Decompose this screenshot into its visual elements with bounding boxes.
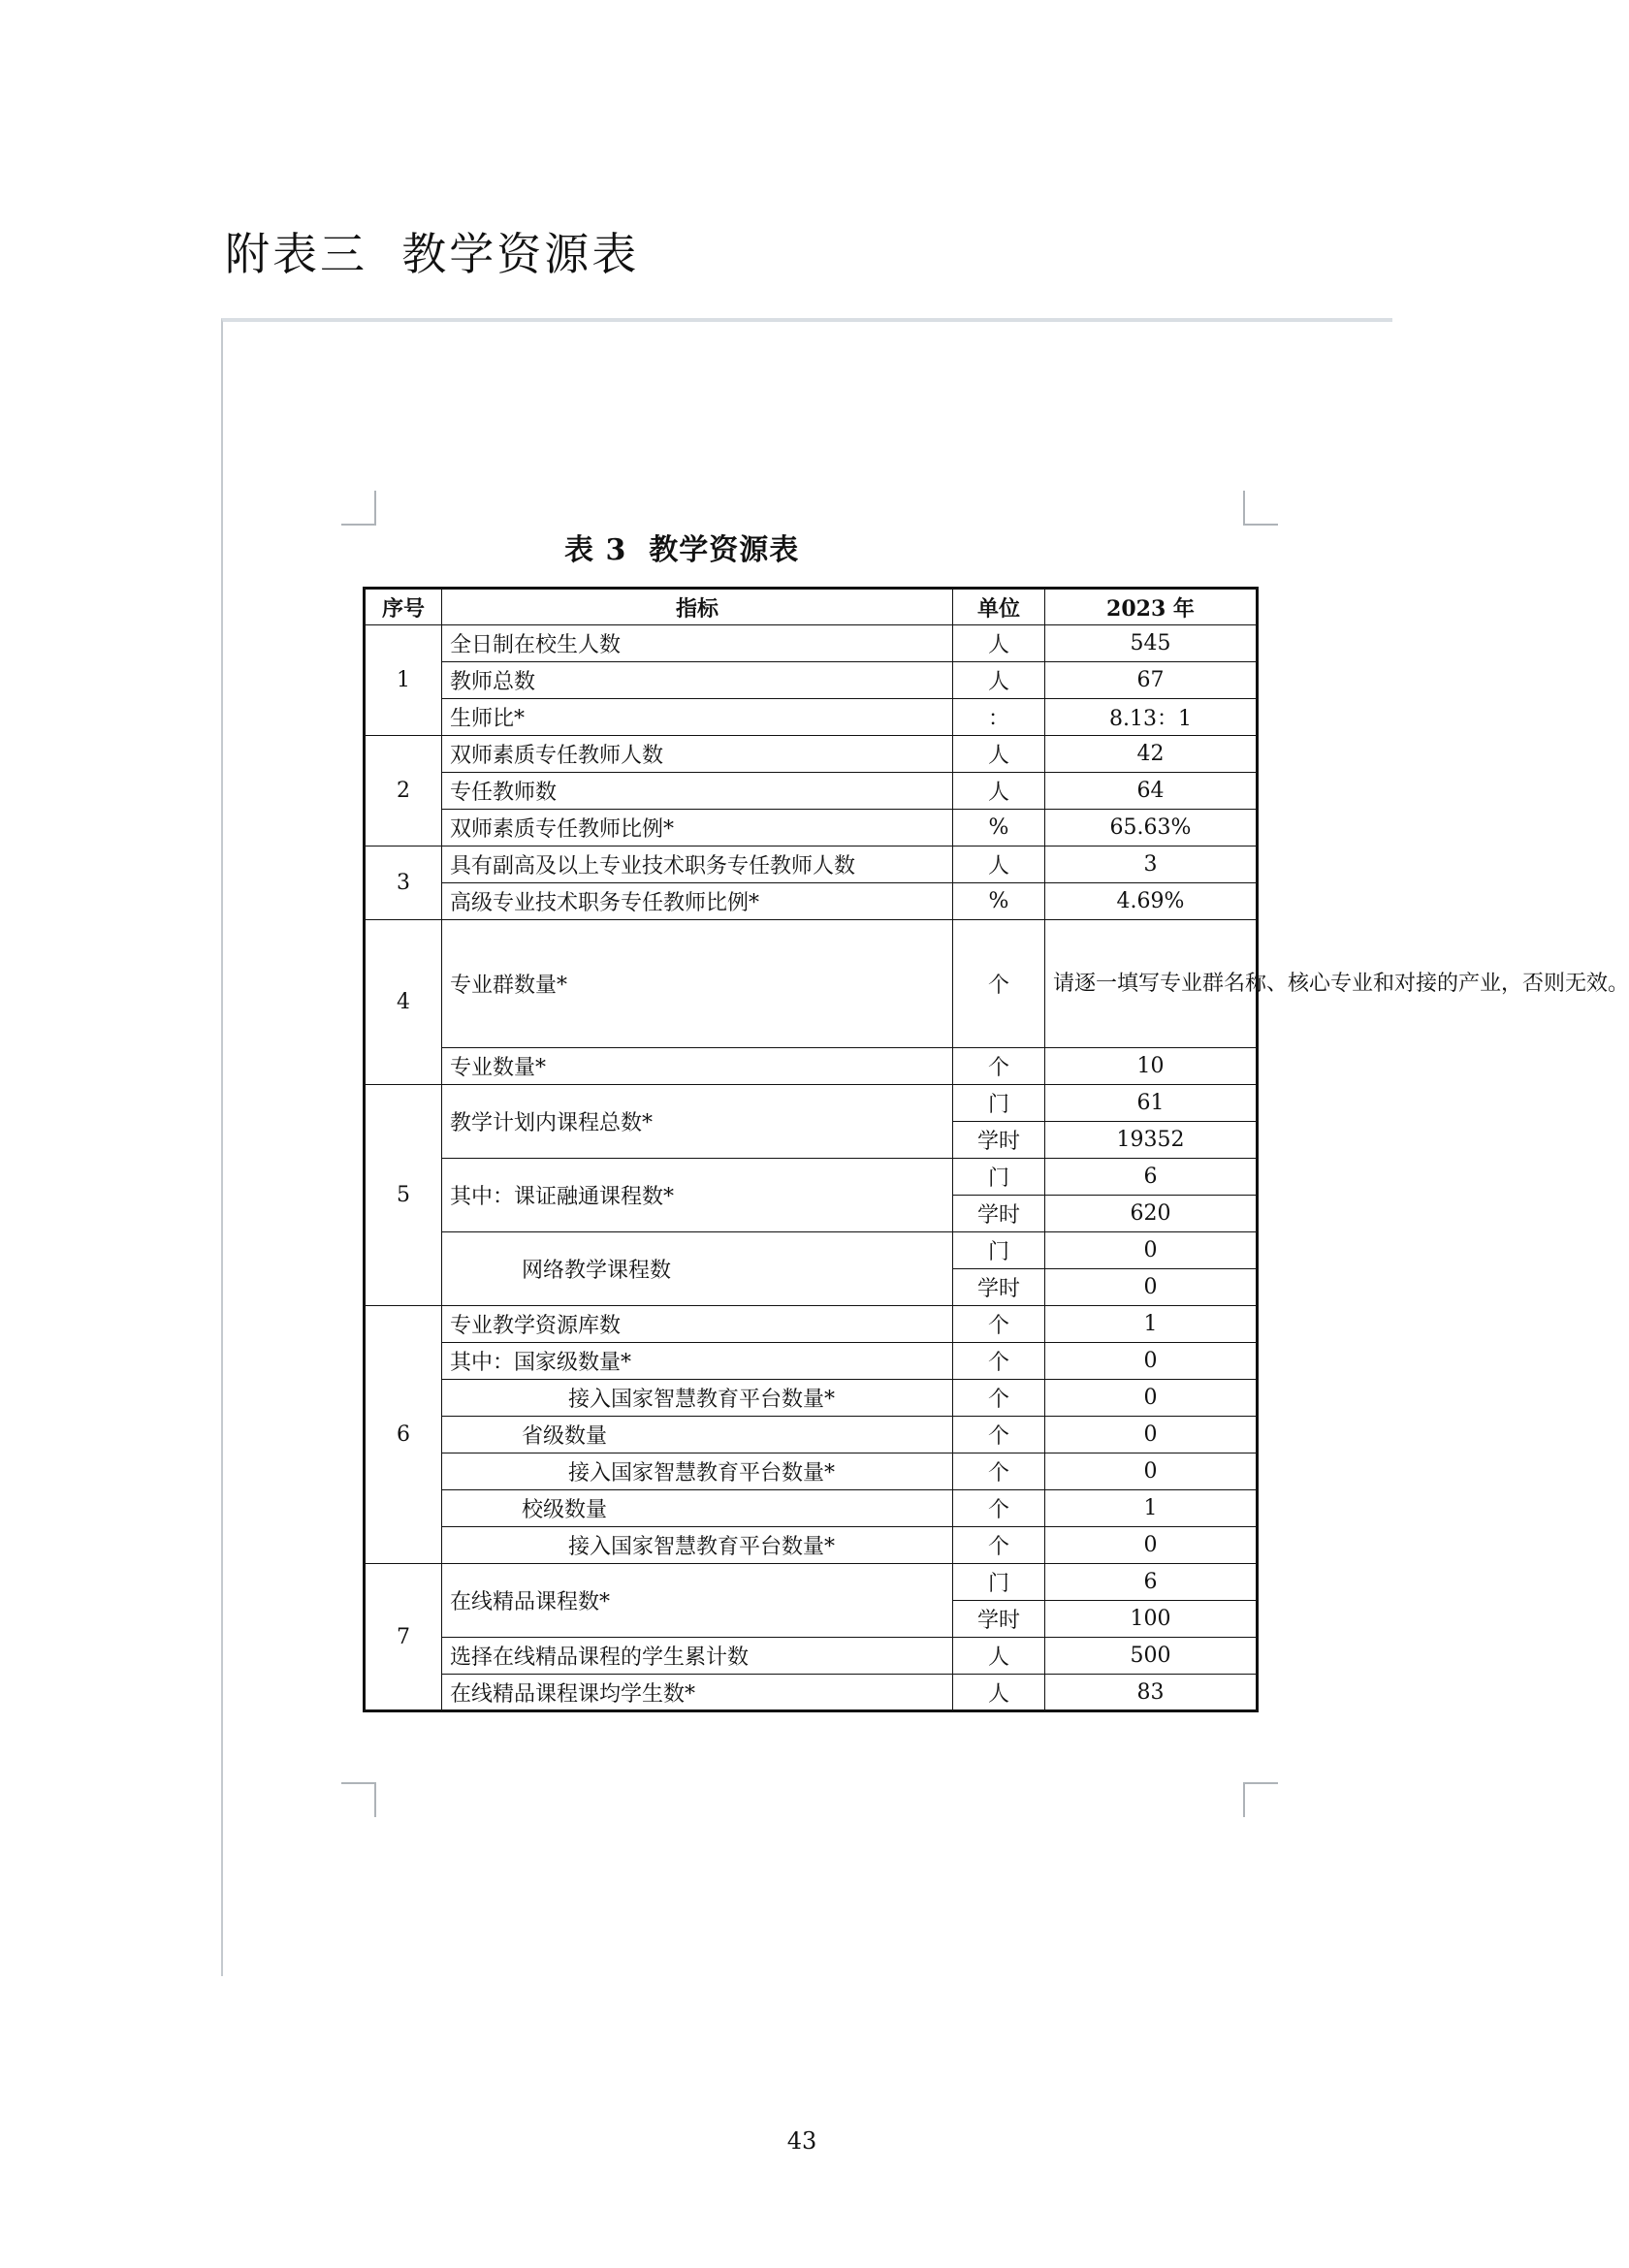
indicator-cell: 接入国家智慧教育平台数量* [442,1380,953,1417]
seq-cell: 7 [365,1564,442,1711]
unit-cell: 个 [953,1343,1045,1380]
unit-cell: 个 [953,920,1045,1048]
teaching-resource-table [363,587,1629,1712]
unit-cell: 个 [953,1048,1045,1085]
unit-cell: 个 [953,1380,1045,1417]
value-cell: 8.13：1 [1045,699,1258,736]
header-year: 2023 年 [1045,589,1258,625]
crop-mark-top-left [341,491,376,526]
seq-cell: 6 [365,1306,442,1564]
indicator-cell: 专业教学资源库数 [442,1306,953,1343]
indicator-cell: 校级数量 [442,1490,953,1527]
unit-cell: 门 [953,1159,1045,1196]
value-cell: 0 [1045,1453,1258,1490]
table-row [365,1675,1258,1711]
table-row [365,1527,1258,1564]
header-unit: 单位 [953,589,1045,625]
indicator-cell: 选择在线精品课程的学生累计数 [442,1638,953,1675]
crop-mark-bottom-right [1243,1782,1278,1817]
table-row [365,810,1258,847]
table-row [365,662,1258,699]
table-row [365,1085,1258,1122]
table-row [365,736,1258,773]
unit-cell: 个 [953,1527,1045,1564]
value-cell: 0 [1045,1417,1258,1453]
table-row [365,1048,1258,1085]
unit-cell: 门 [953,1564,1045,1601]
value-cell: 620 [1045,1196,1258,1232]
value-cell-note: 请逐一填写专业群名称、核心专业和对接的产业，否则无效。 [1045,920,1258,1048]
table-row [365,1453,1258,1490]
indicator-cell: 全日制在校生人数 [442,625,953,662]
table-caption: 表 3 教学资源表 [564,533,800,567]
table-header-row [365,589,1258,625]
indicator-cell: 高级专业技术职务专任教师比例* [442,883,953,920]
value-cell: 1 [1045,1306,1258,1343]
indicator-cell: 专业群数量* [442,920,953,1048]
value-cell: 42 [1045,736,1258,773]
value-cell: 61 [1045,1085,1258,1122]
value-cell: 10 [1045,1048,1258,1085]
indicator-cell: 双师素质专任教师人数 [442,736,953,773]
unit-cell: 人 [953,736,1045,773]
unit-cell: 人 [953,625,1045,662]
indicator-cell: 教师总数 [442,662,953,699]
table-row [365,1638,1258,1675]
unit-cell: 人 [953,773,1045,810]
value-cell: 0 [1045,1343,1258,1380]
unit-cell: 个 [953,1490,1045,1527]
value-cell: 3 [1045,847,1258,883]
value-cell: 83 [1045,1675,1258,1711]
value-cell: 0 [1045,1232,1258,1269]
indicator-cell: 专任教师数 [442,773,953,810]
value-cell: 1 [1045,1490,1258,1527]
crop-mark-top-right [1243,491,1278,526]
indicator-cell: 网络教学课程数 [442,1232,953,1306]
table-row [365,920,1258,1048]
header-seq: 序号 [365,589,442,625]
table-row [365,1417,1258,1453]
value-cell: 67 [1045,662,1258,699]
seq-cell: 1 [365,625,442,736]
unit-cell: 人 [953,1638,1045,1675]
value-cell: 545 [1045,625,1258,662]
unit-cell: 学时 [953,1269,1045,1306]
value-cell: 6 [1045,1159,1258,1196]
seq-cell: 3 [365,847,442,920]
value-cell: 0 [1045,1527,1258,1564]
unit-cell: 学时 [953,1601,1045,1638]
unit-cell: 个 [953,1306,1045,1343]
page-number: 43 [786,2127,817,2155]
table-row [365,1306,1258,1343]
table-row [365,847,1258,883]
table-row [365,625,1258,662]
indicator-cell: 在线精品课程课均学生数* [442,1675,953,1711]
table-row [365,773,1258,810]
value-cell: 65.63% [1045,810,1258,847]
unit-cell: 人 [953,847,1045,883]
table-row [365,699,1258,736]
value-cell: 100 [1045,1601,1258,1638]
page-heading: 附表三 教学资源表 [225,228,640,280]
indicator-cell: 省级数量 [442,1417,953,1453]
indicator-cell: 其中：国家级数量* [442,1343,953,1380]
unit-cell: 个 [953,1417,1045,1453]
unit-cell: ： [953,699,1045,736]
table-row [365,1564,1258,1601]
indicator-cell: 在线精品课程数* [442,1564,953,1638]
seq-cell: 4 [365,920,442,1085]
unit-cell: % [953,883,1045,920]
unit-cell: % [953,810,1045,847]
unit-cell: 学时 [953,1196,1045,1232]
value-cell: 64 [1045,773,1258,810]
table-row [365,1380,1258,1417]
seq-cell: 2 [365,736,442,847]
value-cell: 0 [1045,1380,1258,1417]
value-cell: 19352 [1045,1122,1258,1159]
unit-cell: 人 [953,1675,1045,1711]
indicator-cell: 其中：课证融通课程数* [442,1159,953,1232]
indicator-cell: 生师比* [442,699,953,736]
unit-cell: 门 [953,1085,1045,1122]
indicator-cell: 接入国家智慧教育平台数量* [442,1453,953,1490]
value-cell: 500 [1045,1638,1258,1675]
unit-cell: 人 [953,662,1045,699]
table-row [365,883,1258,920]
unit-cell: 门 [953,1232,1045,1269]
crop-mark-bottom-left [341,1782,376,1817]
indicator-cell: 双师素质专任教师比例* [442,810,953,847]
header-indicator: 指标 [442,589,953,625]
indicator-cell: 接入国家智慧教育平台数量* [442,1527,953,1564]
value-cell: 4.69% [1045,883,1258,920]
table-row [365,1232,1258,1269]
unit-cell: 个 [953,1453,1045,1490]
seq-cell: 5 [365,1085,442,1306]
table-row [365,1343,1258,1380]
value-cell: 0 [1045,1269,1258,1306]
unit-cell: 学时 [953,1122,1045,1159]
table-row [365,1159,1258,1196]
indicator-cell: 教学计划内课程总数* [442,1085,953,1159]
table-row [365,1490,1258,1527]
value-cell: 6 [1045,1564,1258,1601]
indicator-cell: 具有副高及以上专业技术职务专任教师人数 [442,847,953,883]
indicator-cell: 专业数量* [442,1048,953,1085]
